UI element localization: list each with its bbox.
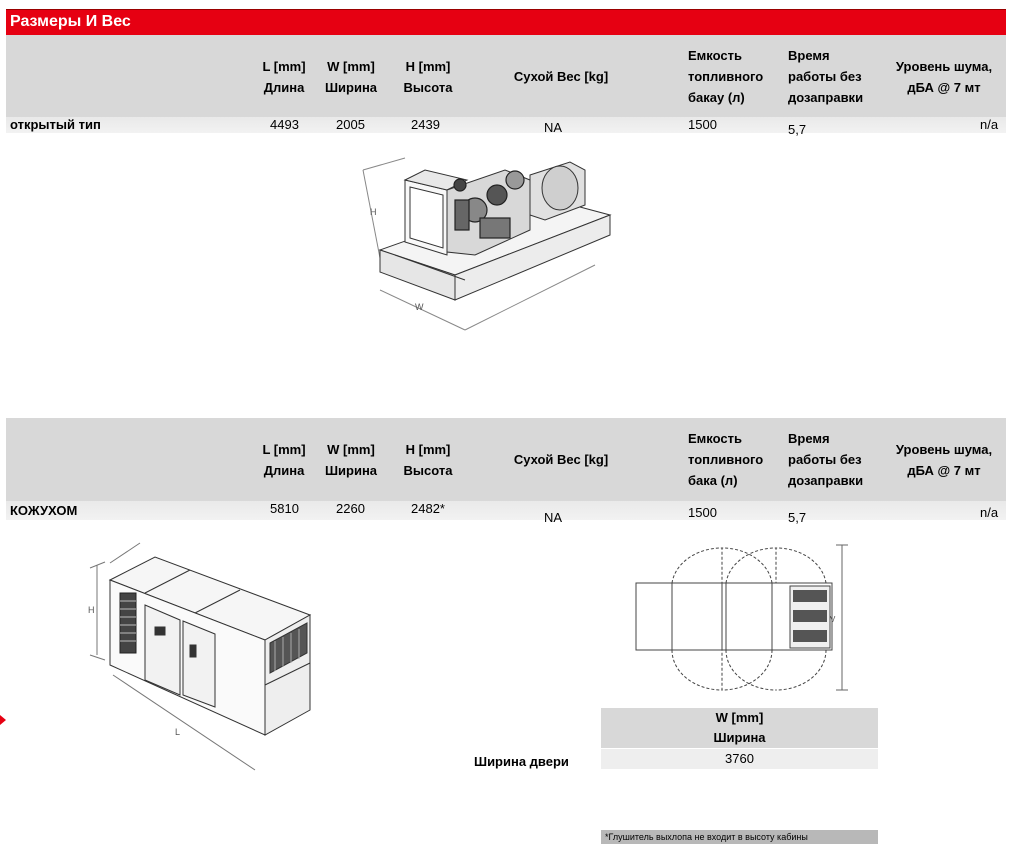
svg-text:W: W [415,302,424,312]
svg-text:H: H [370,207,377,217]
cell-runtime: 5,7 [788,510,807,525]
col-noise: Уровень шума, дБА @ 7 мт [895,59,993,95]
table-header-open [6,35,1006,118]
door-width-header-l2: Ширина [713,730,766,745]
col-width: W [mm] Ширина [324,442,378,478]
row-label: открытый тип [10,117,101,132]
section-title: Размеры И Вес [10,13,131,30]
col-fuel-tank: Емкость топливного бакау (л) [688,48,764,105]
svg-text:V: V [830,615,836,624]
col-noise: Уровень шума, дБА @ 7 мт [895,442,993,478]
cell-width: 2005 [336,117,365,132]
cell-height: 2482* [411,501,445,516]
section-title-bar [6,9,1006,35]
door-width-header [601,708,878,748]
col-length: L [mm] Длина [262,59,306,95]
cell-length: 5810 [270,501,299,516]
svg-text:H: H [88,605,95,615]
row-label: КОЖУХОМ [10,503,78,518]
col-runtime: Время работы без дозаправки [788,48,864,105]
cell-fuel-tank: 1500 [688,117,717,132]
table-row-open [6,117,1006,137]
col-fuel-tank: Емкость топливного бака (л) [688,431,764,488]
top-view-door-drawing [630,540,858,700]
col-runtime: Время работы без дозаправки [788,431,864,488]
canopy-generator-drawing [85,535,325,775]
table-row-canopy [6,501,1006,525]
col-height: H [mm] Высота [403,442,453,478]
door-width-value: 3760 [601,749,878,769]
col-dry-weight: Сухой Вес [kg] [513,69,609,84]
col-height: H [mm] Высота [403,59,453,95]
footnote-text: *Глушитель выхлопа не входит в высоту кабины [605,832,808,842]
cell-height: 2439 [411,117,440,132]
door-width-header-l1: W [mm] [715,710,764,725]
cell-runtime: 5,7 [788,122,807,137]
cell-noise: n/a [980,117,999,132]
cell-fuel-tank: 1500 [688,505,717,520]
cell-noise: n/a [980,505,999,520]
svg-text:L: L [175,727,181,737]
cell-length: 4493 [270,117,299,132]
table-header-canopy [6,418,1006,501]
cell-width: 2260 [336,501,365,516]
col-dry-weight: Сухой Вес [kg] [513,452,609,467]
open-generator-drawing [355,140,625,335]
arrow-marker-icon [0,715,6,725]
col-width: W [mm] Ширина [324,59,378,95]
col-length: L [mm] Длина [262,442,306,478]
cell-dry-weight: NA [544,120,563,135]
door-width-label: Ширина двери [474,754,569,769]
cell-dry-weight: NA [544,510,563,525]
footnote [601,830,878,844]
